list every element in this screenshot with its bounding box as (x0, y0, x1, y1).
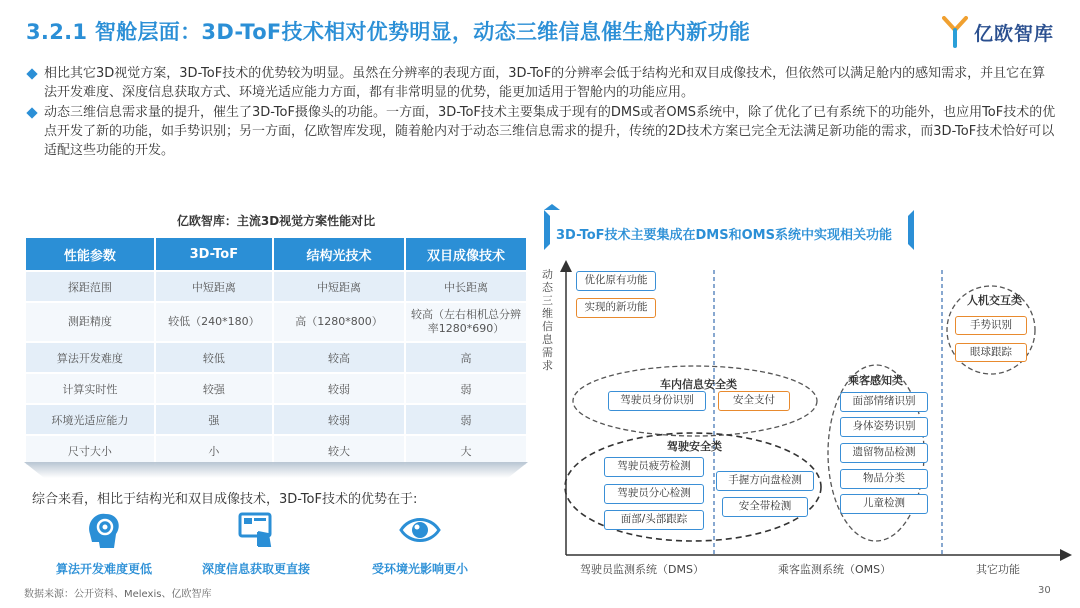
function-box: 安全带检测 (722, 497, 808, 517)
x-axis-label-dms: 驾驶员监测系统（DMS） (580, 563, 704, 576)
function-box: 驾驶员分心检测 (604, 484, 704, 504)
page-number: 30 (1038, 585, 1051, 596)
advantage-item (34, 508, 174, 577)
y-axis-label: 动态三维信息需求 (542, 268, 553, 372)
page-title: 3.2.1 智舱层面：3D-ToF技术相对优势明显，动态三维信息催生舱内新功能 (26, 20, 751, 44)
function-box: 面部/头部跟踪 (604, 510, 704, 530)
advantage-label: 深度信息获取更直接 (201, 562, 310, 576)
table-header-cell: 结构光技术 (274, 238, 404, 270)
table-cell: 较大 (274, 436, 404, 465)
table-title: 亿欧智库：主流3D视觉方案性能对比 (176, 214, 376, 228)
table-cell: 较高 (274, 343, 404, 372)
table-cell: 弱 (406, 405, 526, 434)
table-cell: 较弱 (274, 374, 404, 403)
table-row (26, 272, 526, 301)
table-header-cell: 双目成像技术 (406, 238, 526, 270)
diamond-bullet-icon (26, 68, 37, 79)
table-cell: 较弱 (274, 405, 404, 434)
table-cell: 小 (156, 436, 272, 465)
frame-left-bracket (544, 210, 550, 250)
table-cell: 较高（左右相机总分辨率1280*690） (406, 303, 526, 341)
function-box: 面部情绪识别 (840, 392, 928, 412)
group-label-hmi: 人机交互类 (967, 294, 1022, 307)
company-logo (942, 14, 1062, 50)
frame-corner (544, 204, 560, 210)
function-box: 身体姿势识别 (840, 417, 928, 437)
table-header-cell: 性能参数 (26, 238, 154, 270)
diamond-bullet-icon (26, 107, 37, 118)
table-row (26, 343, 526, 372)
x-axis-label-other: 其它功能 (976, 563, 1020, 576)
group-label-in-car-security: 车内信息安全类 (660, 378, 737, 391)
data-source: 数据来源：公开资料、Melexis、亿欧智库 (24, 589, 212, 600)
table-cell: 环境光适应能力 (26, 405, 154, 434)
brain-gear-icon (82, 508, 126, 552)
function-box: 驾驶员身份识别 (608, 391, 706, 411)
advantage-item (350, 508, 490, 577)
table-cell: 较低（240*180） (156, 303, 272, 341)
table-cell: 大 (406, 436, 526, 465)
table-cell: 算法开发难度 (26, 343, 154, 372)
bullet-text: 相比其它3D视觉方案，3D-ToF技术的优势较为明显。虽然在分辨率的表现方面，3D-ToF的分辨率会低于结构光和双目成像技术，但依然可以满足舱内的感知需求，并且它在算法开发难度、深度信息获取方式、环境光适应能力方面，都有非常明显的优势，能更加适用于智舱内的功能应用。 (44, 66, 1046, 100)
table-row (26, 405, 526, 434)
frame-right-bracket (908, 210, 914, 250)
table-cell: 计算实时性 (26, 374, 154, 403)
group-label-passenger-perception: 乘客感知类 (848, 374, 903, 387)
diagram-title: 3D-ToF技术主要集成在DMS和OMS系统中实现相关功能 (556, 228, 892, 243)
summary-text: 综合来看，相比于结构光和双目成像技术，3D-ToF技术的优势在于: (32, 492, 418, 507)
table-cell: 探距范围 (26, 272, 154, 301)
table-cell: 高 (406, 343, 526, 372)
function-box: 眼球跟踪 (955, 343, 1027, 362)
advantage-item (186, 508, 326, 577)
bullet-text: 动态三维信息需求量的提升，催生了3D-ToF摄像头的功能。一方面，3D-ToF技术主要集成于现有的DMS或者OMS系统中，除了优化了已有系统下的功能外，也应用ToF技术的优点开发了新的功能，如手势识别；另一方面，亿欧智库发现，随着舱内对于动态三维信息需求的提升，传统的2D技术方案已完全无法满足新功能的需求，而3D-ToF技术恰好可以适配这些功能的开发。 (44, 105, 1056, 158)
function-box: 驾驶员疲劳检测 (604, 457, 704, 477)
table-cell: 高（1280*800） (274, 303, 404, 341)
monitor-hand-icon (234, 508, 278, 552)
comparison-table (24, 236, 528, 467)
y-axis-arrow (560, 260, 572, 272)
table-shadow (24, 462, 528, 478)
table-row (26, 303, 526, 341)
function-box: 安全支付 (718, 391, 790, 411)
table-cell: 测距精度 (26, 303, 154, 341)
table-row (26, 374, 526, 403)
function-box: 手势识别 (955, 316, 1027, 335)
table-cell: 中短距离 (156, 272, 272, 301)
function-box: 遗留物品检测 (840, 443, 928, 463)
table-cell: 中短距离 (274, 272, 404, 301)
x-axis-arrow (1060, 549, 1072, 561)
logo-mark-icon (942, 16, 968, 48)
bullet-item (26, 103, 1056, 160)
table-header-row (26, 238, 526, 270)
function-box: 物品分类 (840, 469, 928, 489)
table-cell: 中长距离 (406, 272, 526, 301)
table-cell: 较低 (156, 343, 272, 372)
eye-icon (398, 508, 442, 552)
group-label-driving-safety: 驾驶安全类 (667, 440, 722, 453)
table-cell: 强 (156, 405, 272, 434)
advantage-label: 算法开发难度更低 (55, 562, 152, 576)
logo-text: 亿欧智库 (974, 22, 1055, 45)
x-axis-label-oms: 乘客监测系统（OMS） (778, 563, 892, 576)
table-row (26, 436, 526, 465)
function-box: 手握方向盘检测 (716, 471, 814, 491)
legend-new: 实现的新功能 (576, 298, 656, 318)
table-cell: 较强 (156, 374, 272, 403)
intro-bullets (26, 64, 1056, 161)
advantage-label: 受环境光影响更小 (371, 562, 468, 576)
table-header-cell: 3D-ToF (156, 238, 272, 270)
function-box: 儿童检测 (840, 494, 928, 514)
legend-optimized: 优化原有功能 (576, 271, 656, 291)
table-cell: 弱 (406, 374, 526, 403)
table-cell: 尺寸大小 (26, 436, 154, 465)
bullet-item (26, 64, 1056, 102)
